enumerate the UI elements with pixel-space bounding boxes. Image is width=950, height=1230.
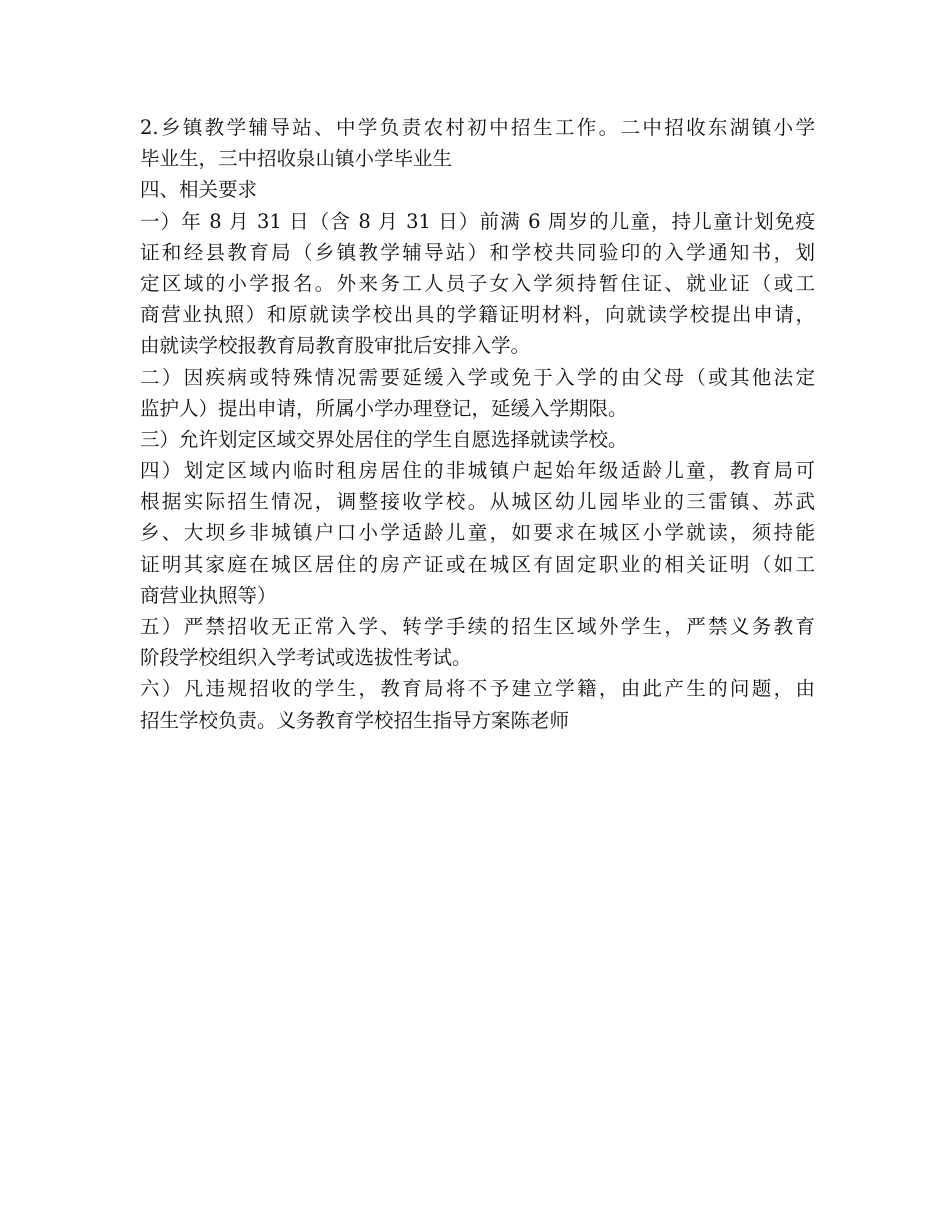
text-line: 证和经县教育局（乡镇教学辅导站）和学校共同验印的入学通知书，划: [140, 240, 815, 264]
text-line: 六）凡违规招收的学生，教育局将不予建立学籍，由此产生的问题，由: [140, 677, 815, 701]
section-heading: 四、相关要求: [140, 178, 258, 202]
text-line: 定区域的小学报名。外来务工人员子女入学须持暂住证、就业证（或工: [140, 271, 815, 295]
text-line: 毕业生，三中招收泉山镇小学毕业生: [140, 147, 453, 171]
text-line: 监护人）提出申请，所属小学办理登记，延缓入学期限。: [140, 396, 628, 420]
text-line: 三）允许划定区域交界处居住的学生自愿选择就读学校。: [140, 427, 628, 451]
text-line: 一）年 8 月 31 日（含 8 月 31 日）前满 6 周岁的儿童，持儿童计划免疫: [140, 209, 815, 233]
text-line: 商营业执照等）: [140, 583, 277, 607]
document-body: [140, 112, 815, 736]
text-line: 证明其家庭在城区居住的房产证或在城区有固定职业的相关证明（如工: [140, 552, 815, 576]
text-line: 商营业执照）和原就读学校出具的学籍证明材料，向就读学校提出申请，: [140, 303, 815, 327]
text-line: 由就读学校报教育局教育股审批后安排入学。: [140, 334, 531, 358]
text-line: 五）严禁招收无正常入学、转学手续的招生区域外学生，严禁义务教育: [140, 615, 815, 638]
text-line: 二）因疾病或特殊情况需要延缓入学或免于入学的由父母（或其他法定: [140, 365, 815, 389]
text-line: 根据实际招生情况，调整接收学校。从城区幼儿园毕业的三雷镇、苏武: [140, 490, 815, 514]
text-line: 招生学校负责。义务教育学校招生指导方案陈老师: [140, 708, 570, 732]
text-line: 乡、大坝乡非城镇户口小学适龄儿童，如要求在城区小学就读，须持能: [140, 521, 815, 545]
text-line: 2.乡镇教学辅导站、中学负责农村初中招生工作。二中招收东湖镇小学: [140, 116, 815, 139]
text-line: 阶段学校组织入学考试或选拔性考试。: [140, 646, 472, 670]
text-line: 四）划定区域内临时租房居住的非城镇户起始年级适龄儿童，教育局可: [140, 459, 815, 483]
